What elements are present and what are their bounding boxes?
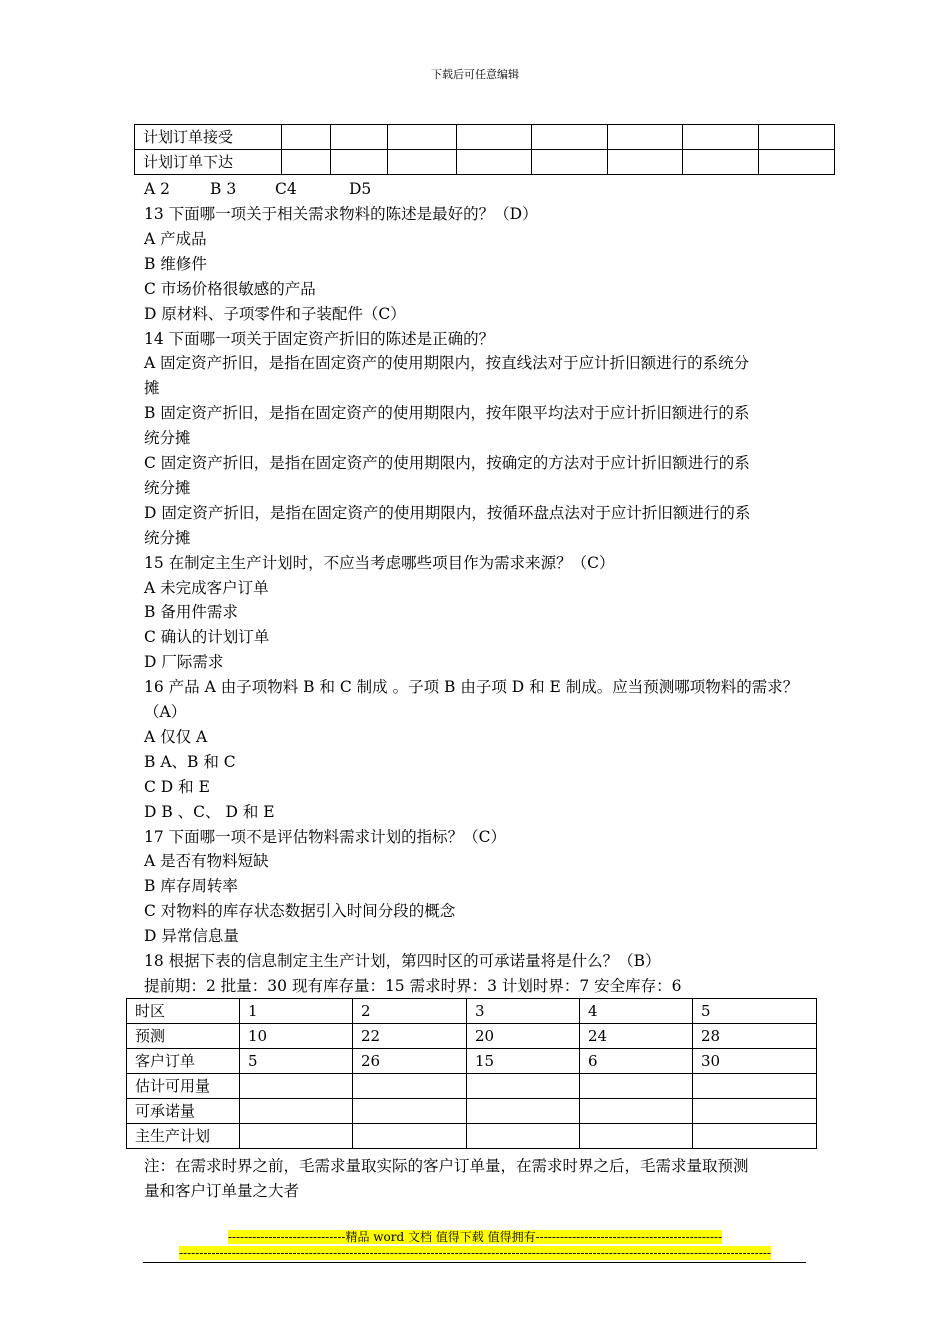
mps-row (127, 1049, 817, 1074)
page-header: 下载后可任意编辑 (431, 68, 519, 81)
text-line: D 固定资产折旧，是指在固定资产的使用期限内，按循环盘点法对于应计折旧额进行的系 (144, 503, 751, 522)
mps-cell (467, 1074, 580, 1099)
text-line: 18 根据下表的信息制定主生产计划，第四时区的可承诺量将是什么？（B） (144, 952, 661, 970)
plan-order-cell (759, 150, 835, 175)
plan-order-cell (608, 150, 683, 175)
plan-order-cell (388, 125, 457, 150)
mps-cell: 5 (240, 1049, 353, 1074)
text-line: 16 产品 A 由子项物料 B 和 C 制成 。子项 B 由子项 D 和 E 制成。应当预测哪项物料的需求？ (144, 678, 799, 697)
mps-row-label: 客户订单 (127, 1049, 240, 1074)
mps-cell: 2 (353, 999, 467, 1024)
mps-cell: 26 (353, 1049, 467, 1074)
option-d: D5 (349, 180, 372, 198)
mps-cell: 28 (693, 1024, 817, 1049)
plan-order-cell (683, 150, 759, 175)
mps-cell (693, 1074, 817, 1099)
footer-line-2: -------------------------------------------------------------------------------------------------------------------------------------------------- (179, 1246, 771, 1260)
mps-cell (240, 1124, 353, 1149)
mps-cell (353, 1074, 467, 1099)
option-c: C4 (275, 180, 297, 198)
mps-cell (580, 1099, 693, 1124)
mps-row (127, 1074, 817, 1099)
mps-cell: 6 (580, 1049, 693, 1074)
text-line: 13 下面哪一项关于相关需求物料的陈述是最好的？（D） (144, 205, 538, 223)
mps-cell: 24 (580, 1024, 693, 1049)
text-line: 17 下面哪一项不是评估物料需求计划的指标？（C） (144, 827, 507, 846)
footer-rule (143, 1262, 806, 1263)
text-line: D 异常信息量 (144, 927, 239, 946)
plan-order-cell (282, 125, 331, 150)
mps-cell: 30 (693, 1049, 817, 1074)
option-b: B 3 (210, 180, 237, 198)
mps-row-label: 主生产计划 (127, 1124, 240, 1149)
text-line: D 厂际需求 (144, 653, 224, 672)
plan-order-cell (683, 125, 759, 150)
mps-cell (467, 1124, 580, 1149)
mps-row-label: 时区 (127, 999, 240, 1024)
mps-cell: 5 (693, 999, 817, 1024)
mps-cell: 3 (467, 999, 580, 1024)
text-line: B 维修件 (144, 254, 207, 273)
plan-order-cell (532, 125, 608, 150)
note-line-1: 注：在需求时界之前，毛需求量取实际的客户订单量，在需求时界之后，毛需求量取预测 (144, 1157, 749, 1175)
plan-order-table (134, 124, 835, 175)
mps-cell (693, 1099, 817, 1124)
mps-cell (240, 1099, 353, 1124)
mps-cell: 10 (240, 1024, 353, 1049)
text-line: 统分摊 (144, 478, 191, 497)
plan-order-row (135, 150, 835, 175)
q12-options (144, 177, 371, 202)
mps-cell: 15 (467, 1049, 580, 1074)
text-line: 14 下面哪一项关于固定资产折旧的陈述是正确的？ (144, 329, 495, 348)
text-line: 摊 (144, 379, 160, 398)
plan-order-cell (331, 125, 388, 150)
text-line: A 是否有物料短缺 (144, 852, 269, 871)
plan-order-cell (608, 125, 683, 150)
text-line: 统分摊 (144, 528, 191, 547)
text-line: D 原材料、子项零件和子装配件（C） (144, 304, 406, 323)
text-line: B A、B 和 C (144, 752, 236, 771)
text-line: C 对物料的库存状态数据引入时间分段的概念 (144, 902, 456, 921)
mps-cell (240, 1074, 353, 1099)
text-line: A 固定资产折旧，是指在固定资产的使用期限内，按直线法对于应计折旧额进行的系统分 (144, 354, 750, 373)
plan-order-cell (759, 125, 835, 150)
mps-row (127, 1124, 817, 1149)
plan-order-cell (457, 150, 532, 175)
text-line: B 备用件需求 (144, 603, 238, 622)
text-line: 提前期：2 批量：30 现有库存量：15 需求时界：3 计划时界：7 安全库存：6 (144, 976, 682, 995)
text-line: C D 和 E (144, 777, 210, 796)
text-line: A 未完成客户订单 (144, 578, 269, 597)
mps-row-label: 估计可用量 (127, 1074, 240, 1099)
mps-row (127, 999, 817, 1024)
mps-row (127, 1024, 817, 1049)
plan-order-cell (388, 150, 457, 175)
plan-order-cell (457, 125, 532, 150)
mps-row-label: 预测 (127, 1024, 240, 1049)
mps-cell: 1 (240, 999, 353, 1024)
mps-cell (580, 1074, 693, 1099)
mps-cell: 4 (580, 999, 693, 1024)
plan-order-row-label: 计划订单接受 (135, 125, 282, 150)
text-line: （A） (144, 703, 187, 721)
mps-cell: 20 (467, 1024, 580, 1049)
footer-line-1: -----------------------------精品 word 文档 值得下载 值得拥有---------------------------------------------- (227, 1230, 723, 1244)
footer-banner (0, 1230, 950, 1245)
mps-cell (693, 1124, 817, 1149)
text-line: 15 在制定主生产计划时，不应当考虑哪些项目作为需求来源？（C） (144, 553, 615, 572)
mps-cell: 22 (353, 1024, 467, 1049)
text-line: B 固定资产折旧，是指在固定资产的使用期限内，按年限平均法对于应计折旧额进行的系 (144, 404, 750, 423)
text-line: C 固定资产折旧，是指在固定资产的使用期限内，按确定的方法对于应计折旧额进行的系 (144, 454, 750, 472)
mps-row-label: 可承诺量 (127, 1099, 240, 1124)
plan-order-cell (532, 150, 608, 175)
option-a: A 2 (144, 180, 170, 198)
mps-row (127, 1099, 817, 1124)
mps-cell (353, 1099, 467, 1124)
text-line: A 产成品 (144, 229, 207, 248)
plan-order-row (135, 125, 835, 150)
note-line-2: 量和客户订单量之大者 (144, 1182, 300, 1200)
text-line: A 仅仅 A (144, 727, 208, 746)
text-line: 统分摊 (144, 429, 191, 448)
footer-banner-2 (0, 1246, 950, 1261)
plan-order-row-label: 计划订单下达 (135, 150, 282, 175)
mps-cell (467, 1099, 580, 1124)
text-line: C 确认的计划订单 (144, 628, 270, 647)
plan-order-cell (331, 150, 388, 175)
mps-cell (580, 1124, 693, 1149)
mps-cell (353, 1124, 467, 1149)
plan-order-cell (282, 150, 331, 175)
text-line: D B 、C、 D 和 E (144, 802, 275, 821)
text-line: B 库存周转率 (144, 877, 238, 896)
mps-table (126, 998, 817, 1149)
text-line: C 市场价格很敏感的产品 (144, 279, 316, 298)
